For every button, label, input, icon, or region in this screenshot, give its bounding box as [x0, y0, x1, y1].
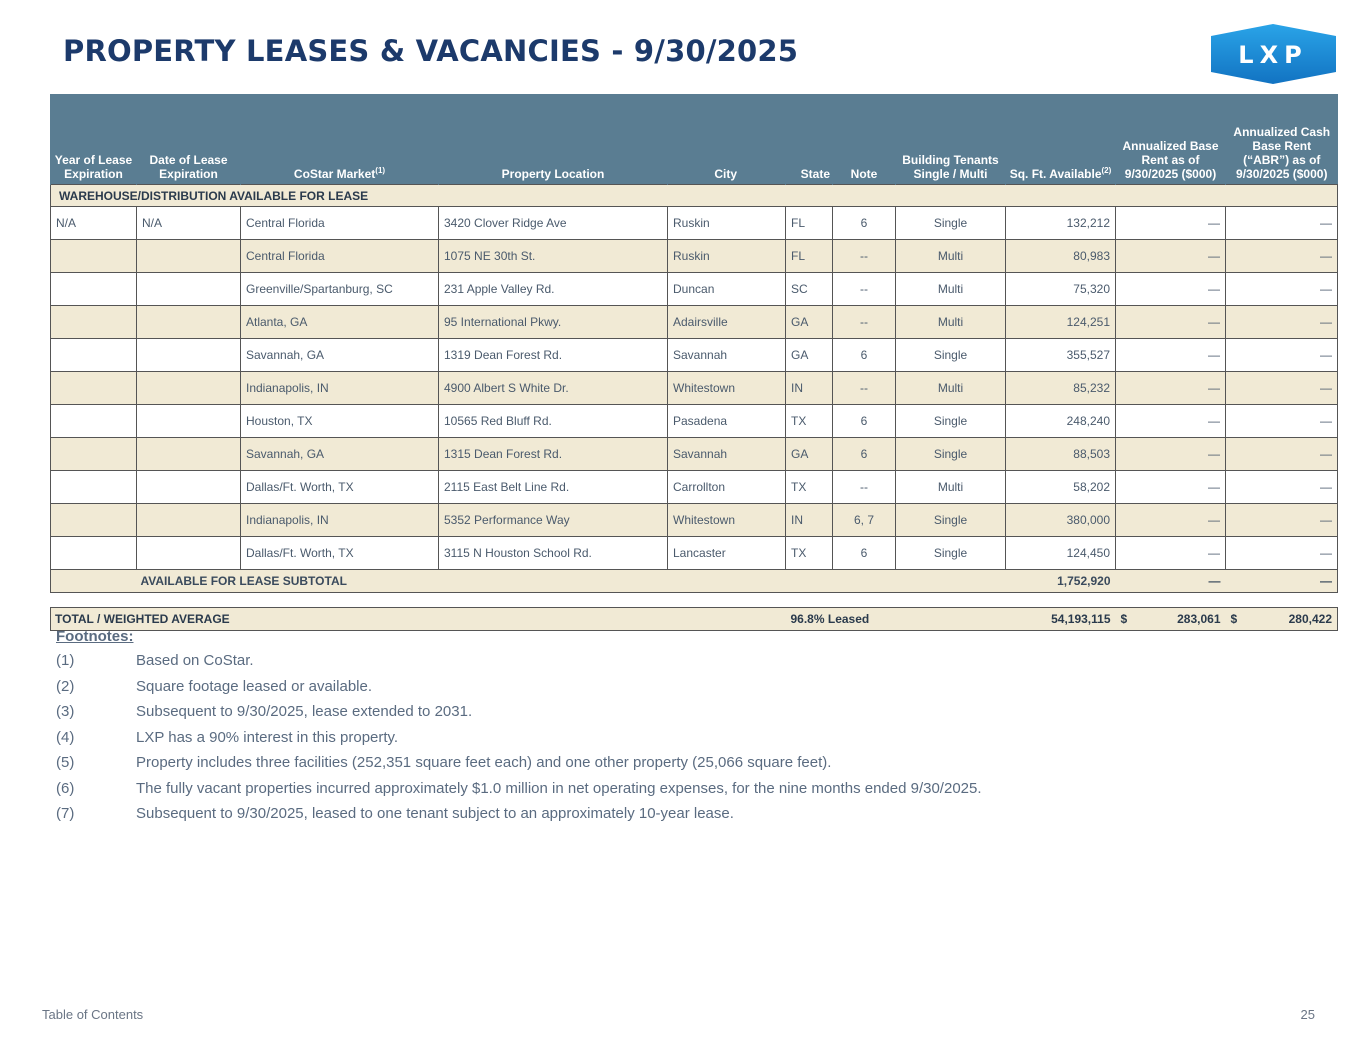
footnote-number: (2)	[56, 677, 75, 695]
cell-city: Whitestown	[668, 372, 786, 405]
footnote-item	[56, 677, 982, 703]
total-cash: 280,422	[1288, 612, 1332, 626]
cell-city: Ruskin	[668, 240, 786, 273]
cell-market: Atlanta, GA	[241, 306, 439, 339]
cell-sqft: 88,503	[1006, 438, 1116, 471]
total-cash-dollar: $	[1230, 612, 1238, 626]
table-row	[51, 504, 1338, 537]
page-number: 25	[1300, 1007, 1315, 1022]
cell-tenants: Multi	[896, 471, 1006, 504]
spacer-row	[51, 593, 1338, 608]
table-row	[51, 339, 1338, 372]
cell-sqft: 85,232	[1006, 372, 1116, 405]
footnote-text: Based on CoStar.	[136, 652, 254, 669]
cell-location: 1315 Dean Forest Rd.	[439, 438, 668, 471]
cell-market: Dallas/Ft. Worth, TX	[241, 537, 439, 570]
cell-state: SC	[786, 273, 833, 306]
cell-note: 6	[833, 438, 896, 471]
cell-tenants: Multi	[896, 372, 1006, 405]
subtotal-label: AVAILABLE FOR LEASE SUBTOTAL	[137, 570, 1006, 593]
cell-abr: —	[1116, 339, 1226, 372]
col-cash-abr-header: Annualized Cash Base Rent (“ABR”) as of 9/30/2025 ($000)	[1226, 94, 1338, 185]
cell-abr: —	[1116, 306, 1226, 339]
cell-cash: —	[1226, 207, 1338, 240]
total-leased: 96.8% Leased	[786, 608, 1006, 631]
col-tenants-header: Building Tenants Single / Multi	[896, 94, 1006, 185]
cell-location: 95 International Pkwy.	[439, 306, 668, 339]
cell-sqft: 124,450	[1006, 537, 1116, 570]
cell-state: FL	[786, 240, 833, 273]
table-row	[51, 306, 1338, 339]
cell-year	[51, 438, 137, 471]
cell-state: TX	[786, 405, 833, 438]
footnote-text: Subsequent to 9/30/2025, leased to one tenant subject to an approximately 10-year lease.	[136, 805, 734, 822]
cell-location: 2115 East Belt Line Rd.	[439, 471, 668, 504]
cell-note: --	[833, 471, 896, 504]
table-row	[51, 537, 1338, 570]
table-row	[51, 240, 1338, 273]
cell-market: Houston, TX	[241, 405, 439, 438]
footnote-item	[56, 651, 982, 677]
cell-location: 5352 Performance Way	[439, 504, 668, 537]
cell-tenants: Multi	[896, 306, 1006, 339]
col-date-header: Date of Lease Expiration	[137, 94, 241, 185]
cell-sqft: 75,320	[1006, 273, 1116, 306]
cell-city: Duncan	[668, 273, 786, 306]
cell-abr: —	[1116, 372, 1226, 405]
footnote-text: The fully vacant properties incurred approximately $1.0 million in net operating expenses, for the nine months ended 9/30/2025.	[136, 779, 982, 797]
subtotal-abr: —	[1116, 570, 1226, 593]
cell-state: GA	[786, 438, 833, 471]
footnote-text: Subsequent to 9/30/2025, lease extended to 2031.	[136, 703, 473, 720]
leases-table	[50, 94, 1337, 631]
cell-city: Lancaster	[668, 537, 786, 570]
cell-abr: —	[1116, 207, 1226, 240]
cell-abr: —	[1116, 471, 1226, 504]
cell-abr: —	[1116, 273, 1226, 306]
table-row	[51, 207, 1338, 240]
cell-state: TX	[786, 471, 833, 504]
cell-sqft: 58,202	[1006, 471, 1116, 504]
cell-market: Indianapolis, IN	[241, 372, 439, 405]
cell-sqft: 248,240	[1006, 405, 1116, 438]
cell-tenants: Single	[896, 504, 1006, 537]
cell-location: 4900 Albert S White Dr.	[439, 372, 668, 405]
cell-sqft: 132,212	[1006, 207, 1116, 240]
cell-market: Indianapolis, IN	[241, 504, 439, 537]
cell-date	[137, 273, 241, 306]
cell-location: 3115 N Houston School Rd.	[439, 537, 668, 570]
cell-state: GA	[786, 339, 833, 372]
cell-cash: —	[1226, 537, 1338, 570]
cell-location: 10565 Red Bluff Rd.	[439, 405, 668, 438]
cell-state: FL	[786, 207, 833, 240]
cell-cash: —	[1226, 306, 1338, 339]
footnote-number: (5)	[56, 754, 75, 771]
cell-note: 6	[833, 537, 896, 570]
cell-year: N/A	[51, 207, 137, 240]
cell-city: Carrollton	[668, 471, 786, 504]
cell-sqft: 80,983	[1006, 240, 1116, 273]
col-sqft-header: Sq. Ft. Available$^{(2)}$	[1006, 94, 1116, 185]
cell-note: --	[833, 372, 896, 405]
cell-cash: —	[1226, 273, 1338, 306]
cell-note: 6	[833, 339, 896, 372]
cell-sqft: 380,000	[1006, 504, 1116, 537]
cell-date	[137, 438, 241, 471]
cell-note: --	[833, 240, 896, 273]
footnote-number: (1)	[56, 652, 75, 669]
cell-tenants: Single	[896, 405, 1006, 438]
cell-note: --	[833, 273, 896, 306]
cell-city: Adairsville	[668, 306, 786, 339]
footnote-item	[56, 779, 982, 805]
cell-year	[51, 537, 137, 570]
cell-abr: —	[1116, 537, 1226, 570]
table-row	[51, 405, 1338, 438]
footnote-number: (6)	[56, 779, 75, 797]
cell-market: Dallas/Ft. Worth, TX	[241, 471, 439, 504]
cell-tenants: Single	[896, 438, 1006, 471]
cell-date	[137, 240, 241, 273]
cell-abr: —	[1116, 240, 1226, 273]
cell-date	[137, 339, 241, 372]
cell-state: IN	[786, 372, 833, 405]
lxp-logo	[1211, 24, 1336, 84]
cell-sqft: 355,527	[1006, 339, 1116, 372]
table-row	[51, 471, 1338, 504]
col-abr-header: Annualized Base Rent as of 9/30/2025 ($000)	[1116, 94, 1226, 185]
cell-tenants: Multi	[896, 240, 1006, 273]
cell-cash: —	[1226, 504, 1338, 537]
table-of-contents-link[interactable]: Table of Contents	[42, 1007, 144, 1022]
cell-cash: —	[1226, 372, 1338, 405]
section-row: WAREHOUSE/DISTRIBUTION AVAILABLE FOR LEASE	[51, 185, 1338, 207]
col-note-header: Note	[833, 94, 896, 185]
cell-location: 231 Apple Valley Rd.	[439, 273, 668, 306]
footnote-item	[56, 753, 982, 779]
footnotes	[56, 628, 982, 830]
cell-tenants: Single	[896, 339, 1006, 372]
cell-date	[137, 471, 241, 504]
cell-date	[137, 504, 241, 537]
cell-date	[137, 405, 241, 438]
footnote-item	[56, 804, 982, 830]
cell-note: 6	[833, 405, 896, 438]
cell-tenants: Single	[896, 537, 1006, 570]
footnote-number: (7)	[56, 805, 75, 822]
cell-city: Ruskin	[668, 207, 786, 240]
table-header-row	[51, 94, 1338, 185]
cell-cash: —	[1226, 339, 1338, 372]
cell-cash: —	[1226, 240, 1338, 273]
table-row	[51, 372, 1338, 405]
cell-city: Whitestown	[668, 504, 786, 537]
cell-date	[137, 372, 241, 405]
cell-note: 6	[833, 207, 896, 240]
col-state-header: State	[786, 94, 833, 185]
footnote-number: (4)	[56, 728, 75, 746]
col-city-header: City	[668, 94, 786, 185]
cell-year	[51, 240, 137, 273]
cell-state: GA	[786, 306, 833, 339]
cell-city: Savannah	[668, 339, 786, 372]
cell-date: N/A	[137, 207, 241, 240]
cell-year	[51, 405, 137, 438]
cell-abr: —	[1116, 405, 1226, 438]
footnote-item	[56, 728, 982, 754]
cell-abr: —	[1116, 504, 1226, 537]
cell-note: --	[833, 306, 896, 339]
cell-tenants: Multi	[896, 273, 1006, 306]
logo-text: LXP	[1238, 41, 1308, 69]
cell-tenants: Single	[896, 207, 1006, 240]
total-abr-dollar: $	[1120, 612, 1128, 626]
cell-state: TX	[786, 537, 833, 570]
footnotes-heading: Footnotes:	[56, 628, 134, 645]
cell-city: Savannah	[668, 438, 786, 471]
subtotal-row	[51, 570, 1338, 593]
cell-city: Pasadena	[668, 405, 786, 438]
cell-market: Central Florida	[241, 240, 439, 273]
footnote-text: Square footage leased or available.	[136, 677, 373, 695]
footnote-number: (3)	[56, 703, 75, 720]
table-row	[51, 273, 1338, 306]
col-location-header: Property Location	[439, 94, 668, 185]
cell-year	[51, 504, 137, 537]
cell-year	[51, 471, 137, 504]
cell-location: 1075 NE 30th St.	[439, 240, 668, 273]
cell-cash: —	[1226, 405, 1338, 438]
table-row	[51, 438, 1338, 471]
footnote-item	[56, 702, 982, 728]
cell-abr: —	[1116, 438, 1226, 471]
total-sqft: 54,193,115	[1006, 608, 1116, 631]
col-market-header: CoStar Market$^{(1)}$	[241, 94, 439, 185]
cell-market: Savannah, GA	[241, 339, 439, 372]
cell-date	[137, 537, 241, 570]
cell-year	[51, 306, 137, 339]
cell-note: 6, 7	[833, 504, 896, 537]
col-year-header: Year of Lease Expiration	[51, 94, 137, 185]
cell-market: Greenville/Spartanburg, SC	[241, 273, 439, 306]
total-label: TOTAL / WEIGHTED AVERAGE	[51, 608, 786, 631]
cell-cash: —	[1226, 471, 1338, 504]
cell-year	[51, 339, 137, 372]
cell-market: Savannah, GA	[241, 438, 439, 471]
cell-state: IN	[786, 504, 833, 537]
cell-location: 1319 Dean Forest Rd.	[439, 339, 668, 372]
footnote-text: Property includes three facilities (252,351 square feet each) and one other property (25,066 square feet).	[136, 754, 832, 771]
subtotal-cash: —	[1226, 570, 1338, 593]
cell-year	[51, 372, 137, 405]
cell-cash: —	[1226, 438, 1338, 471]
cell-market: Central Florida	[241, 207, 439, 240]
footnote-text: LXP has a 90% interest in this property.	[136, 728, 399, 746]
page-title: PROPERTY LEASES & VACANCIES - 9/30/2025	[63, 34, 799, 68]
cell-sqft: 124,251	[1006, 306, 1116, 339]
cell-date	[137, 306, 241, 339]
subtotal-sqft: 1,752,920	[1006, 570, 1116, 593]
total-abr: 283,061	[1177, 612, 1221, 626]
cell-location: 3420 Clover Ridge Ave	[439, 207, 668, 240]
cell-year	[51, 273, 137, 306]
